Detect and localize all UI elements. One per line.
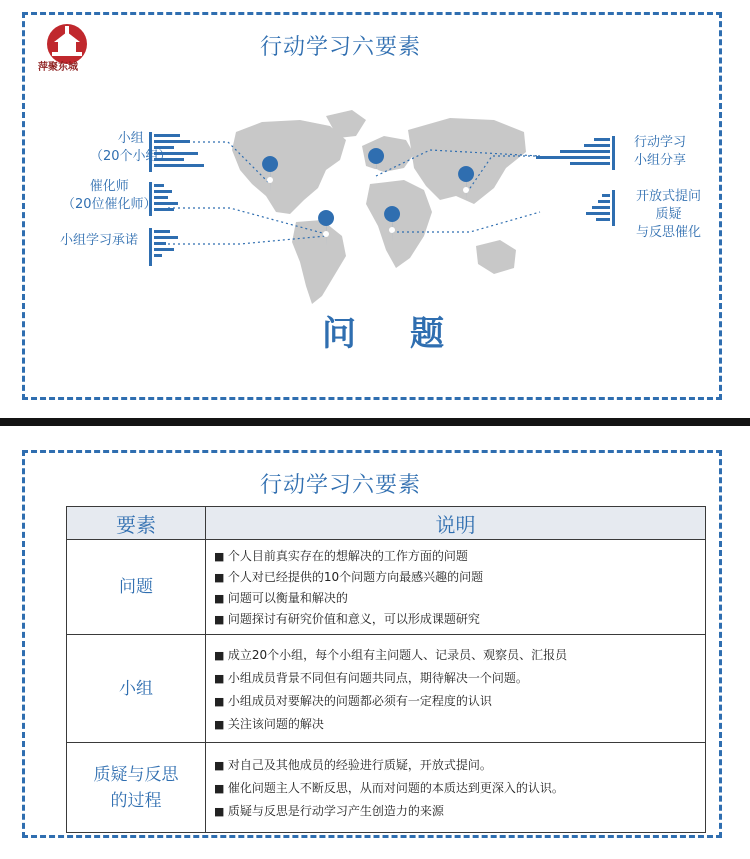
- table-row: [67, 540, 706, 635]
- label-text: （20个小组）: [90, 149, 172, 164]
- label-text: 与反思催化: [636, 225, 702, 240]
- world-map-continents: [232, 110, 526, 304]
- description-cell: [206, 635, 706, 743]
- list-item: ■ 对自己及其他成员的经验进行质疑，开放式提问。: [214, 754, 699, 777]
- list-item: ■ 质疑与反思是行动学习产生创造力的来源: [214, 800, 699, 823]
- element-name: 小组: [119, 678, 153, 699]
- list-item: ■ 问题探讨有研究价值和意义，可以形成课题研究: [214, 609, 699, 630]
- element-name: 质疑与反思: [93, 764, 179, 785]
- table-row: [67, 743, 706, 833]
- left-label-facilitator: [62, 178, 157, 214]
- label-text: 质疑: [655, 207, 682, 222]
- list-item: ■ 关注该问题的解决: [214, 713, 699, 736]
- label-text: 开放式提问: [636, 189, 702, 204]
- label-text: 小组学习承诺: [60, 233, 139, 248]
- right-label-questioning: [636, 188, 701, 242]
- element-cell: [67, 635, 206, 743]
- element-cell: [67, 540, 206, 635]
- list-item: ■ 成立20个小组，每个小组有主问题人、记录员、观察员、汇报员: [214, 644, 699, 667]
- logo-text: 萍聚东城: [38, 62, 78, 73]
- element-name: 的过程: [110, 790, 162, 811]
- center-word-char-1: 问: [322, 314, 356, 354]
- description-cell: [206, 743, 706, 833]
- list-item: ■ 问题可以衡量和解决的: [214, 588, 699, 609]
- list-item: ■ 个人对已经提供的10个问题方向最感兴趣的问题: [214, 567, 699, 588]
- left-label-group: [90, 130, 172, 166]
- table-row: [67, 635, 706, 743]
- label-text: （20位催化师）: [62, 197, 157, 212]
- label-text: 小组分享: [634, 153, 687, 168]
- element-cell: [67, 743, 206, 833]
- label-text: 小组: [117, 131, 144, 146]
- description-cell: [206, 540, 706, 635]
- header-description: 说明: [206, 507, 706, 540]
- center-word-char-2: 题: [410, 314, 444, 354]
- label-text: 行动学习: [634, 135, 687, 150]
- left-label-commitment: [60, 232, 138, 250]
- list-item: ■ 催化问题主人不断反思，从而对问题的本质达到更深入的认识。: [214, 777, 699, 800]
- elements-table: [66, 506, 706, 833]
- table-header-row: [67, 507, 706, 540]
- list-item: ■ 个人目前真实存在的想解决的工作方面的问题: [214, 546, 699, 567]
- slide-divider: [0, 418, 750, 426]
- header-element: 要素: [67, 507, 206, 540]
- right-label-sharing: [634, 134, 686, 170]
- element-name: 问题: [119, 577, 153, 597]
- list-item: ■ 小组成员背景不同但有问题共同点，期待解决一个问题。: [214, 667, 699, 690]
- list-item: ■ 小组成员对要解决的问题都必须有一定程度的认识: [214, 690, 699, 713]
- label-text: 催化师: [89, 179, 129, 194]
- bottom-slide-title: 行动学习六要素: [260, 473, 422, 498]
- right-bar-glyphs: [536, 136, 615, 226]
- top-slide-title: 行动学习六要素: [260, 35, 422, 60]
